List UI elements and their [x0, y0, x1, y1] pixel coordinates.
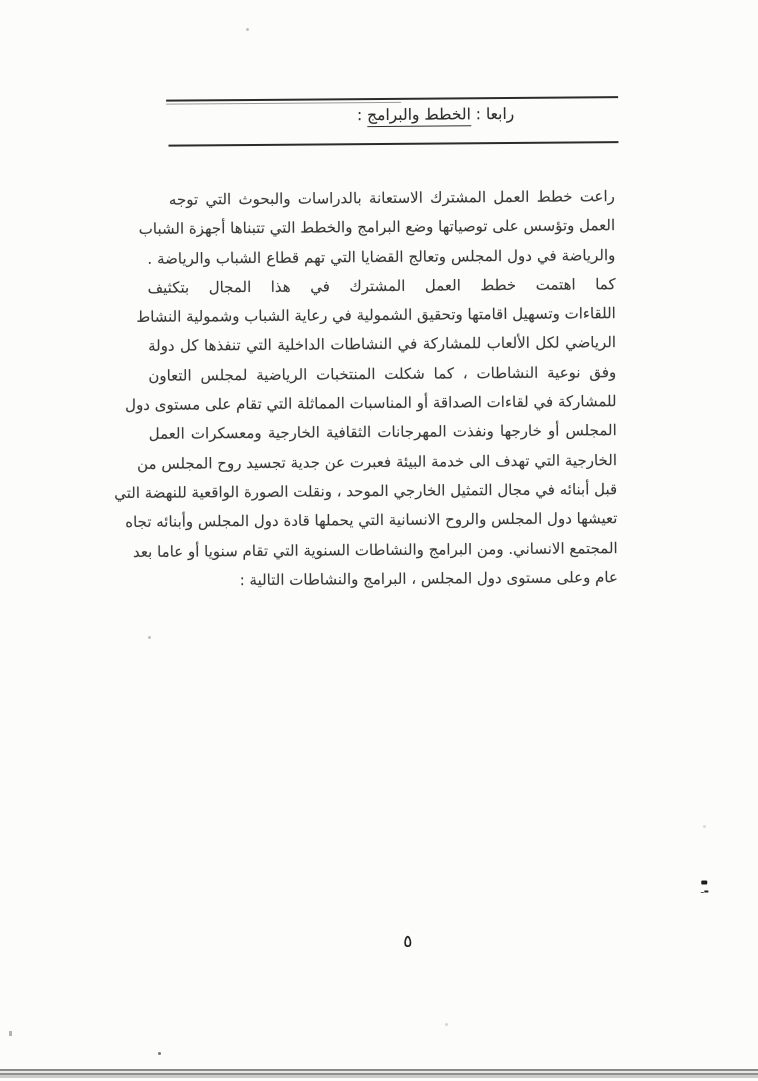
page-number: ٥: [395, 932, 421, 952]
section-heading-suffix: :: [357, 106, 367, 124]
paragraph-line: الخارجية التي تهدف الى خدمة البيئة فعبرت عن جدية تجسيد روح المجلس من: [149, 446, 617, 479]
scan-speck: [445, 1023, 448, 1026]
paragraph-line: الرياضي لكل الألعاب للمشاركة في النشاطات الداخلية التي تنفذها كل دولة: [148, 329, 616, 362]
paragraph-line: وفق نوعية النشاطات ، كما شكلت المنتخبات الرياضية لمجلس التعاون: [148, 358, 616, 391]
paragraph-line: عام وعلى مستوى دول المجلس ، البرامج والنشاطات التالية :: [150, 563, 618, 596]
scan-speck: [246, 28, 249, 31]
paragraph-line: قبل أبنائه في مجال التمثيل الخارجي الموحد ، ونقلت الصورة الواقعية للنهضة التي: [149, 475, 617, 508]
header-rule-top: [166, 96, 618, 102]
scanner-edge: [0, 1069, 758, 1078]
scan-speck: [703, 825, 706, 828]
scan-speck: [9, 1031, 12, 1036]
ink-smudge: [701, 880, 707, 884]
section-heading: [357, 105, 514, 124]
paragraph-line: راعت خطط العمل المشترك الاستعانة بالدراسات والبحوث التي توجه: [147, 182, 615, 215]
paragraph-line: للمشاركة في لقاءات الصداقة أو المناسبات المماثلة التي تقام على مستوى دول: [148, 387, 616, 420]
section-heading-prefix: رابعا :: [471, 105, 515, 123]
paragraph-line: المجلس أو خارجها ونفذت المهرجانات الثقافية الخارجية ومعسكرات العمل: [149, 417, 617, 450]
header-rule-bottom: [168, 141, 618, 147]
paragraph-line: والرياضة في دول المجلس وتعالج القضايا التي تهم قطاع الشباب والرياضة .: [147, 241, 615, 274]
body-paragraph: [147, 182, 618, 596]
scan-speck: [148, 636, 151, 639]
paragraph-line: تعيشها دول المجلس والروح الانسانية التي يحملها قادة دول المجلس وأبنائه تجاه: [149, 504, 617, 537]
paragraph-line: العمل وتؤسس على توصياتها وضع البرامج والخطط التي تتبناها أجهزة الشباب: [147, 211, 615, 244]
paragraph-line: كما اهتمت خطط العمل المشترك في هذا المجال بتكثيف: [147, 270, 615, 303]
header-rule-top-ghost: [166, 102, 401, 105]
paragraph-line: المجتمع الانساني. ومن البرامج والنشاطات السنوية التي تقام سنويا أو عاما بعد: [150, 534, 618, 567]
paragraph-line: اللقاءات وتسهيل اقامتها وتحقيق الشمولية في رعاية الشباب وشمولية النشاط: [148, 299, 616, 332]
scan-speck: [158, 1052, 161, 1055]
section-heading-title: الخطط والبرامج: [367, 105, 471, 127]
